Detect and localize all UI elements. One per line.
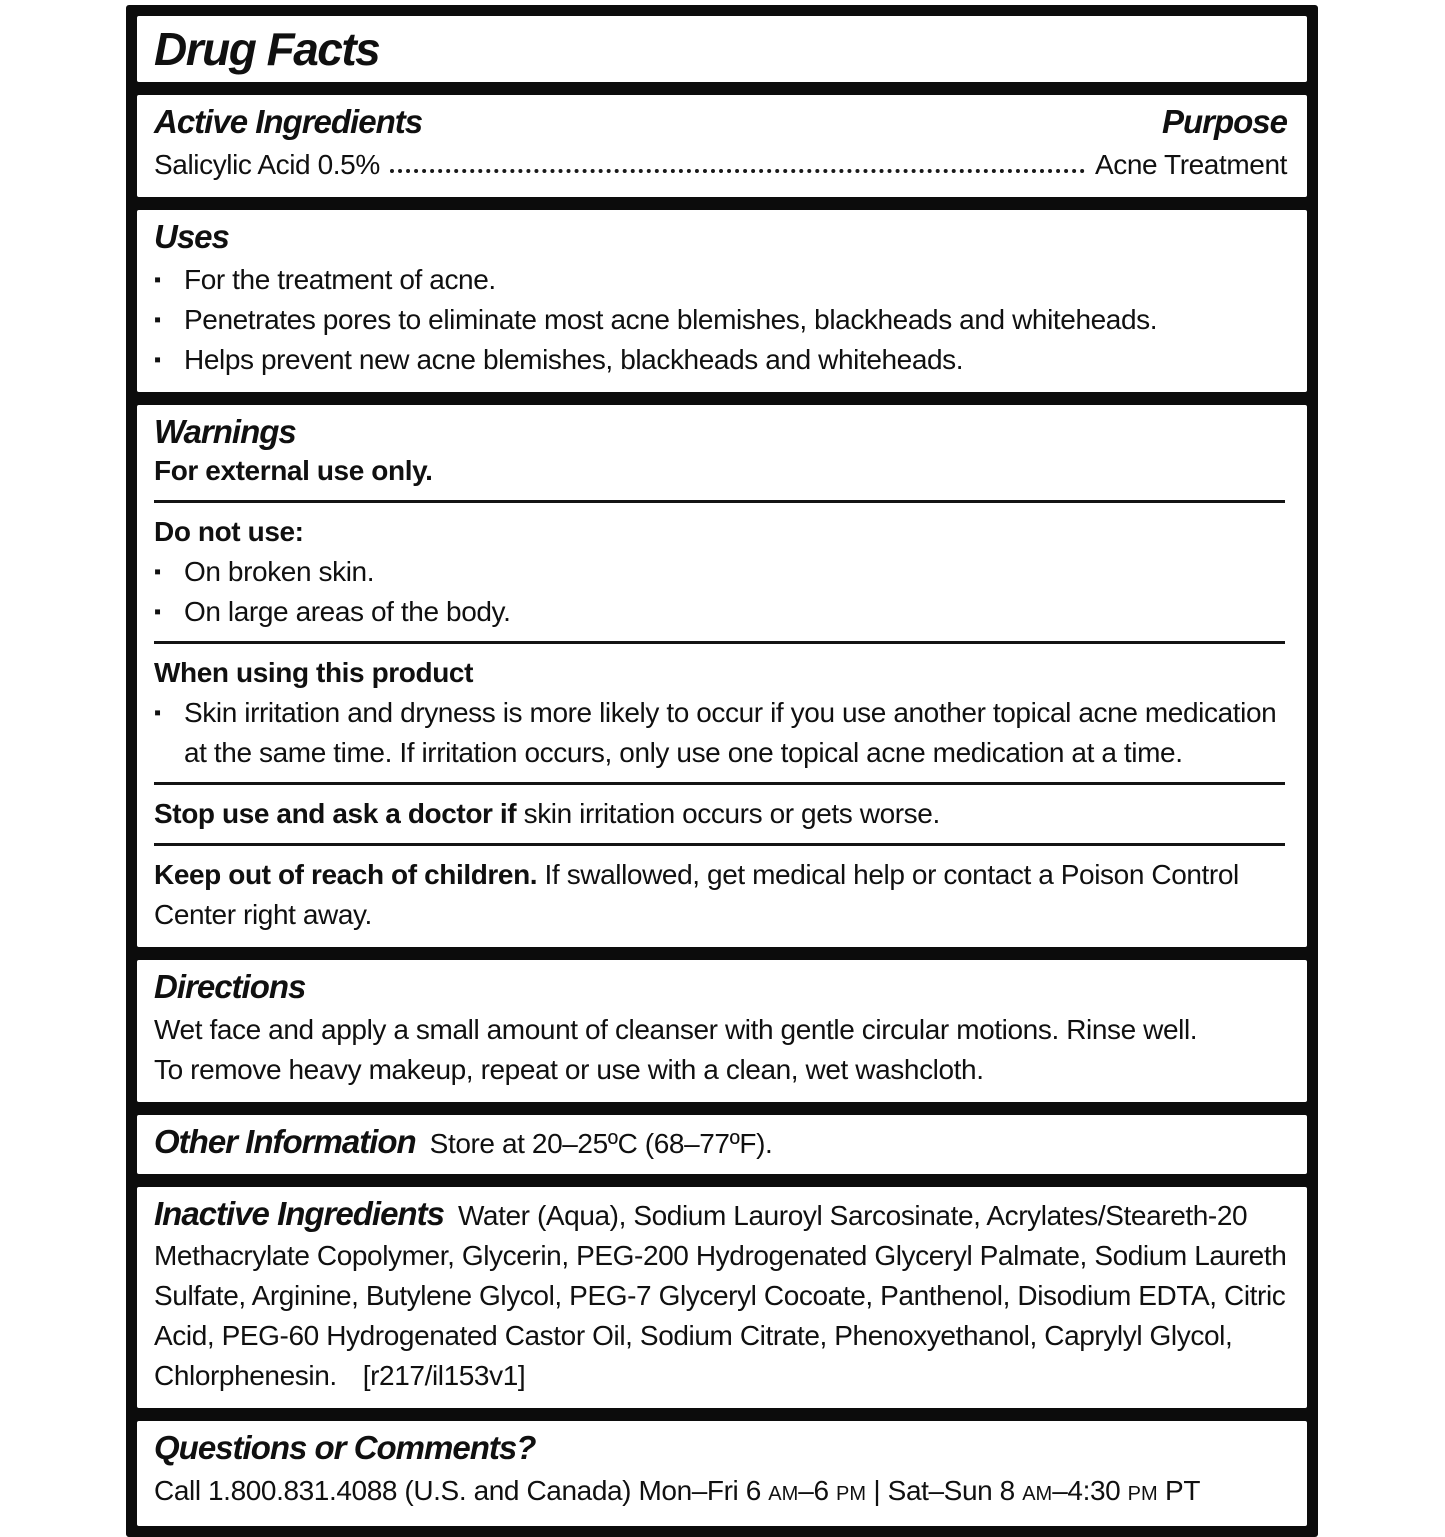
stop-use-label: Stop use and ask a doctor if	[154, 798, 517, 829]
directions-text: Wet face and apply a small amount of cleanser with gentle circular motions. Rinse well. To remove heavy makeup, repeat or use with a clean, wet washcloth.	[154, 1014, 1198, 1085]
section-questions	[137, 1421, 1307, 1526]
list-item	[154, 260, 1287, 300]
bullet-icon: ▪	[154, 349, 161, 371]
bullet-icon: ▪	[154, 309, 161, 331]
active-ingredient-name: Salicylic Acid 0.5%	[154, 149, 380, 180]
active-ingredients-heading: Active Ingredients	[154, 103, 423, 140]
contact-text: PT	[1157, 1475, 1201, 1506]
warnings-heading: Warnings	[154, 413, 296, 450]
uses-item-3: Helps prevent new acne blemishes, blackheads and whiteheads.	[184, 344, 964, 375]
section-active-ingredients	[137, 95, 1307, 197]
do-not-use-label: Do not use:	[154, 516, 304, 547]
contact-text: –6	[798, 1475, 837, 1506]
uses-item-1: For the treatment of acne.	[184, 264, 496, 295]
am-small-caps: AM	[768, 1483, 799, 1505]
inactive-ingredients-heading: Inactive Ingredients	[154, 1195, 444, 1232]
bullet-icon: ▪	[154, 561, 161, 583]
keep-out-text: If swallowed, get medical help or contact a Poison Control Center right away.	[154, 859, 1239, 930]
uses-list	[154, 260, 1287, 380]
contact-text: –4:30	[1052, 1475, 1128, 1506]
contact-text: | Sat–Sun 8	[866, 1475, 1023, 1506]
inactive-ingredients-text: Water (Aqua), Sodium Lauroyl Sarcosinate, Acrylates/Steareth-20 Methacrylate Copolymer, Glycerin, PEG-200 Hydrogenated Glyceryl Palmate, Sodium Laureth Sulfate, Arginine, Butylene Glycol, PEG-7 Glyceryl Cocoate, Panthenol, Disodium EDTA, Citric Acid, PEG-60 Hydrogenated Castor Oil, Sodium Citrate, Phenoxyethanol, Caprylyl Glycol, Chlorphenesin.	[154, 1200, 1287, 1391]
section-directions	[137, 960, 1307, 1102]
external-use-statement: For external use only.	[154, 455, 433, 486]
other-information-heading: Other Information	[154, 1123, 416, 1160]
other-information-row	[154, 1123, 1287, 1164]
label-frame	[126, 5, 1318, 1537]
bullet-icon: ▪	[154, 702, 161, 724]
active-ingredient-purpose: Acne Treatment	[1094, 149, 1287, 180]
list-item	[154, 693, 1287, 773]
pm-small-caps: PM	[1127, 1483, 1158, 1505]
list-item	[154, 300, 1287, 340]
when-using-item-1: Skin irritation and dryness is more likely to occur if you use another topical acne medication at the same time. If irritation occurs, only use one topical acne medication at a time.	[184, 697, 1277, 768]
purpose-heading: Purpose	[1161, 103, 1287, 140]
stop-use-statement	[154, 794, 1287, 834]
when-using-list	[154, 693, 1287, 773]
uses-heading: Uses	[154, 218, 229, 255]
contact-line	[154, 1471, 1287, 1514]
list-item	[154, 552, 1287, 592]
label-revision-code: [r217/il153v1]	[362, 1360, 526, 1391]
divider	[154, 500, 1285, 503]
section-inactive-ingredients	[137, 1187, 1307, 1408]
do-not-use-list	[154, 552, 1287, 632]
bullet-icon: ▪	[154, 269, 161, 291]
divider	[154, 782, 1285, 785]
inactive-ingredients-paragraph	[154, 1195, 1287, 1396]
active-ingredients-header-row	[154, 103, 1287, 141]
list-item	[154, 340, 1287, 380]
other-information-text: Store at 20–25ºC (68–77ºF).	[429, 1128, 773, 1159]
questions-heading: Questions or Comments?	[154, 1429, 536, 1466]
divider	[154, 843, 1285, 846]
list-item	[154, 592, 1287, 632]
when-using-label: When using this product	[154, 657, 473, 688]
section-warnings	[137, 405, 1307, 947]
section-title	[137, 16, 1307, 82]
uses-item-2: Penetrates pores to eliminate most acne blemishes, blackheads and whiteheads.	[184, 304, 1158, 335]
pm-small-caps: PM	[836, 1483, 867, 1505]
divider	[154, 641, 1285, 644]
contact-text: Call 1.800.831.4088 (U.S. and Canada) Mon–Fri 6	[154, 1475, 769, 1506]
bullet-icon: ▪	[154, 601, 161, 623]
am-small-caps: AM	[1022, 1483, 1053, 1505]
active-ingredient-row	[154, 145, 1287, 185]
keep-out-label: Keep out of reach of children.	[154, 859, 538, 890]
keep-out-statement	[154, 855, 1287, 935]
stop-use-text: skin irritation occurs or gets worse.	[516, 798, 940, 829]
page-title: Drug Facts	[154, 23, 380, 75]
do-not-use-item-1: On broken skin.	[184, 556, 375, 587]
directions-heading: Directions	[154, 968, 306, 1005]
section-uses	[137, 210, 1307, 392]
section-other-information	[137, 1115, 1307, 1174]
do-not-use-item-2: On large areas of the body.	[184, 596, 511, 627]
dot-leader	[390, 169, 1085, 173]
